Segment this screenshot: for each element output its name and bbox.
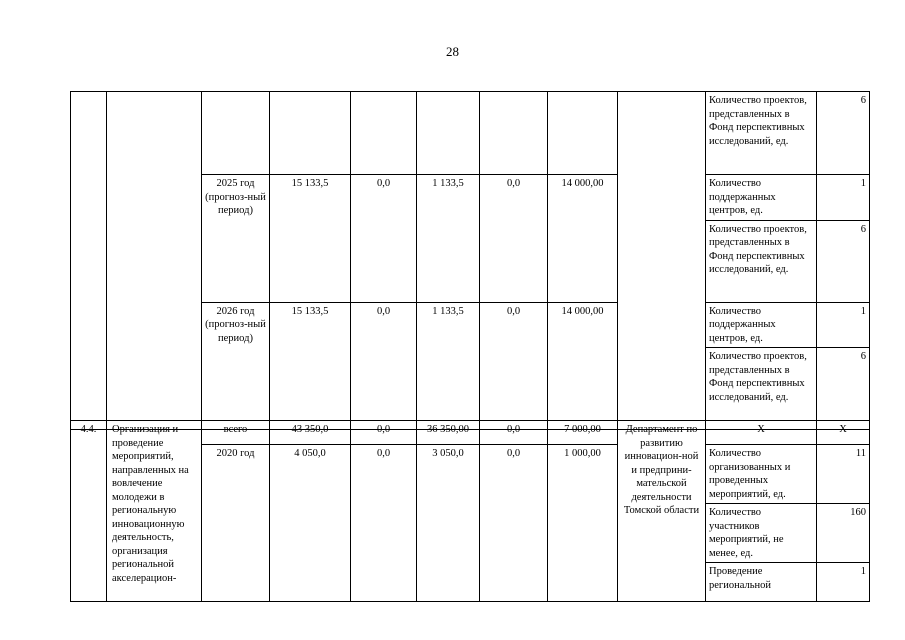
other-cell: 14 000,00 [548,302,618,430]
indicator-value: 11 [817,445,870,504]
indicator-name: Количество поддержанных центров, ед. [706,175,817,221]
period-cell: 2025 год (прогноз-ный период) [202,175,270,303]
budget-table [70,91,870,430]
federal-cell: 0,0 [351,445,417,602]
period-cell: 2020 год [202,445,270,602]
indicator-name: Количество организованных и проведенных мероприятий, ед. [706,445,817,504]
period-cell: 2026 год (прогноз-ный период) [202,302,270,430]
indicator-value: 6 [817,348,870,430]
indicator-name: Количество проектов, представленных в Фонд перспективных исследований, ед. [706,92,817,175]
other-cell-empty [548,92,618,175]
indicator-name: Проведение региональной [706,563,817,602]
federal-cell-empty [351,92,417,175]
indicator-name: Количество поддержанных центров, ед. [706,302,817,348]
regional-cell-empty [417,92,480,175]
local-cell: 0,0 [480,302,548,430]
indicator-value: 160 [817,504,870,563]
table-row [71,92,870,175]
item-number-cell-empty [71,92,107,430]
regional-cell: 1 133,5 [417,175,480,303]
table-row [71,421,870,445]
indicator-value: 1 [817,302,870,348]
total-cell: 43 350,0 [270,421,351,445]
total-cell-empty [270,92,351,175]
total-cell: 15 133,5 [270,175,351,303]
indicator-value: Х [817,421,870,445]
other-cell: 1 000,00 [548,445,618,602]
indicator-value: 1 [817,563,870,602]
local-cell: 0,0 [480,445,548,602]
item-name-cell-empty [107,92,202,430]
period-cell: всего [202,421,270,445]
regional-cell: 36 350,00 [417,421,480,445]
total-cell: 4 050,0 [270,445,351,602]
indicator-value: 6 [817,220,870,302]
total-cell: 15 133,5 [270,302,351,430]
executor-cell-empty [618,92,706,430]
other-cell: 14 000,00 [548,175,618,303]
other-cell: 7 000,00 [548,421,618,445]
indicator-name: Х [706,421,817,445]
federal-cell: 0,0 [351,421,417,445]
period-cell-empty [202,92,270,175]
executor-cell: Департамент по развитию инновацион-ной и предприни-мательской деятельности Томской области [618,421,706,602]
local-cell: 0,0 [480,175,548,303]
regional-cell: 1 133,5 [417,302,480,430]
indicator-value: 1 [817,175,870,221]
indicator-name: Количество участников мероприятий, не менее, ед. [706,504,817,563]
indicator-name: Количество проектов, представленных в Фонд перспективных исследований, ед. [706,348,817,430]
regional-cell: 3 050,0 [417,445,480,602]
item-name: Организация и проведение мероприятий, направленных на вовлечение молодежи в региональную инновационную деятельность, организация региональной акселерацион- [107,421,202,602]
local-cell: 0,0 [480,421,548,445]
indicator-value: 6 [817,92,870,175]
page-number: 28 [446,44,459,59]
item-4-4-table [70,420,870,602]
federal-cell: 0,0 [351,302,417,430]
local-cell-empty [480,92,548,175]
item-number: 4.4. [71,421,107,602]
federal-cell: 0,0 [351,175,417,303]
indicator-name: Количество проектов, представленных в Фонд перспективных исследований, ед. [706,220,817,302]
